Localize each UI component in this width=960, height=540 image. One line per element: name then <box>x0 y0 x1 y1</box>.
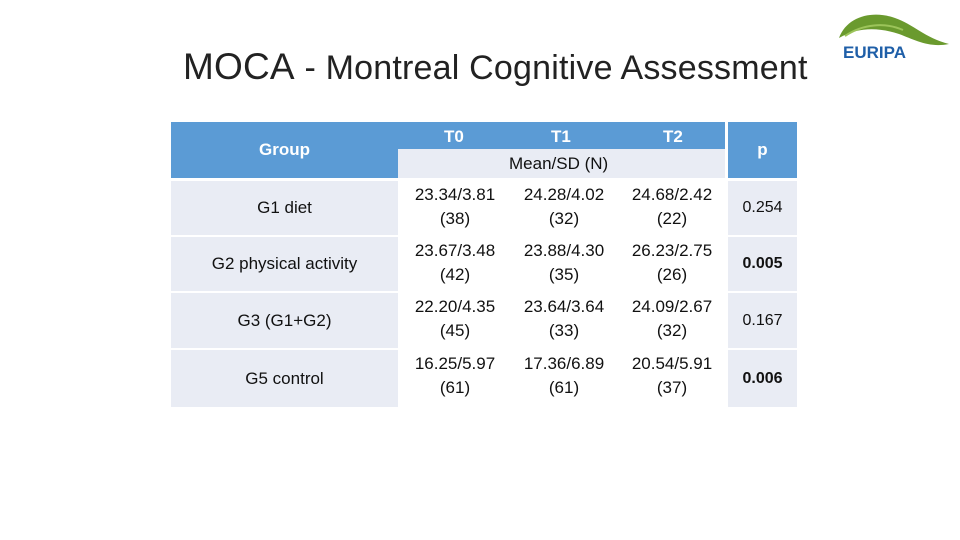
value-t2: 24.68/2.42 <box>631 185 713 204</box>
n-t2: (22) <box>656 209 688 228</box>
value-t2: 20.54/5.91 <box>631 354 713 373</box>
row-p-cell <box>728 293 797 348</box>
row-p-cell <box>728 181 797 235</box>
header-t0: T0 <box>444 127 464 146</box>
row-group-cell <box>171 350 398 407</box>
row-group-cell <box>171 237 398 291</box>
group-label: G2 physical activity <box>211 254 358 273</box>
row-group-cell <box>171 293 398 348</box>
n-t1: (61) <box>548 378 580 397</box>
n-t0: (61) <box>439 378 471 397</box>
title-acronym: MOCA <box>183 46 295 87</box>
header-p: p <box>757 140 768 159</box>
header-p-cell <box>728 122 797 178</box>
value-t1: 23.64/3.64 <box>523 297 605 316</box>
n-t2: (37) <box>656 378 688 397</box>
n-t2: (32) <box>656 321 688 340</box>
value-t2: 26.23/2.75 <box>631 241 713 260</box>
row-p-cell <box>728 237 797 291</box>
value-t0: 23.67/3.48 <box>414 241 496 260</box>
header-mean-sd: Mean/SD (N) <box>509 154 609 173</box>
p-value: 0.167 <box>742 311 783 329</box>
value-t2: 24.09/2.67 <box>631 297 713 316</box>
value-t1: 24.28/4.02 <box>523 185 605 204</box>
group-label: G5 control <box>245 368 324 388</box>
n-t1: (32) <box>548 209 580 228</box>
title-rest: - Montreal Cognitive Assessment <box>294 49 808 87</box>
n-t1: (33) <box>548 321 580 340</box>
group-label: G1 diet <box>257 198 312 217</box>
value-t0: 22.20/4.35 <box>414 297 496 316</box>
n-t0: (38) <box>439 209 471 228</box>
row-p-cell <box>728 350 797 407</box>
n-t2: (26) <box>656 265 688 284</box>
n-t1: (35) <box>548 265 580 284</box>
value-t1: 23.88/4.30 <box>523 241 605 260</box>
header-group-cell <box>171 122 398 178</box>
p-value: 0.005 <box>742 255 783 272</box>
slide-title <box>183 46 808 88</box>
value-t1: 17.36/6.89 <box>523 354 605 373</box>
value-t0: 23.34/3.81 <box>414 185 496 204</box>
euripa-logo <box>833 8 951 70</box>
header-t1: T1 <box>551 127 571 146</box>
p-value: 0.254 <box>742 199 783 216</box>
header-group: Group <box>259 140 310 159</box>
row-group-cell <box>171 181 398 235</box>
logo-text: EURIPA <box>843 43 906 62</box>
p-value: 0.006 <box>742 369 783 387</box>
n-t0: (45) <box>439 321 471 340</box>
group-label: G3 (G1+G2) <box>237 310 332 330</box>
n-t0: (42) <box>439 265 471 284</box>
value-t0: 16.25/5.97 <box>414 354 496 373</box>
header-t2: T2 <box>663 127 683 146</box>
